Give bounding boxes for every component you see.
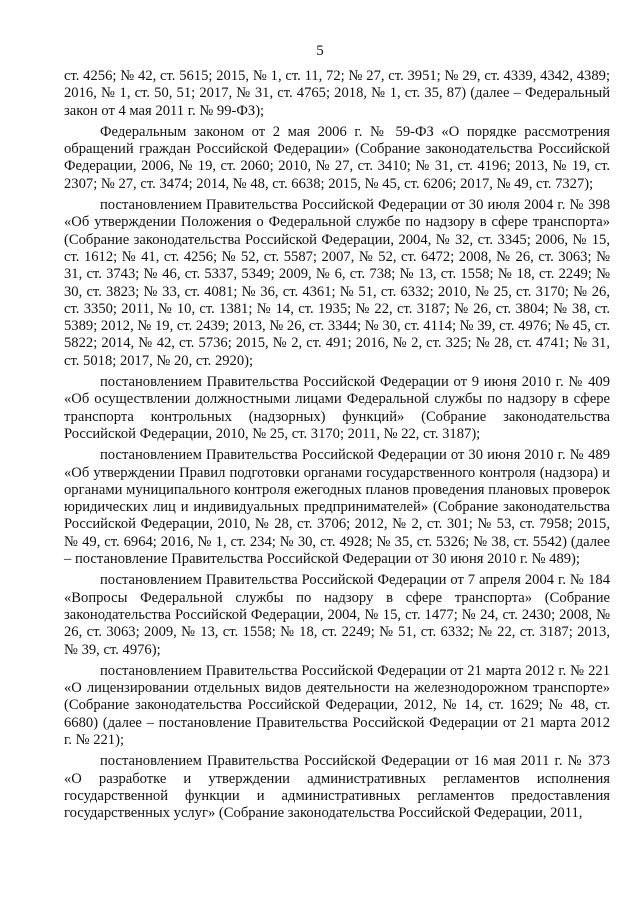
document-body (64, 68, 610, 826)
paragraph-law-59-fz: Федеральным законом от 2 мая 2006 г. № 59-ФЗ «О порядке рассмотрения обращений граждан Российской Федерации» (Собрание законодательства Российской Федерации, 2006, № 19, ст. 2060; 2010, № 27, ст. 3410; № 31, ст. 4196; 2013, № 19, ст. 2307; № 27, ст. 3474; 2014, № 48, ст. 6638; 2015, № 45, ст. 6206; 2017, № 49, ст. 7327); (64, 123, 610, 192)
paragraph-resolution-409: постановлением Правительства Российской Федерации от 9 июня 2010 г. № 409 «Об осуществлении должностными лицами Федеральной службы по надзору в сфере транспорта контрольных (надзорных) функций» (Собрание законодательства Российской Федерации, 2010, № 25, ст. 3170; 2011, № 22, ст. 3187); (64, 374, 610, 442)
page-number: 5 (316, 43, 324, 59)
paragraph-resolution-373: постановлением Правительства Российской Федерации от 16 мая 2011 г. № 373 «О разработке и утверждении административных регламентов исполнения государственной функции и административных регламентов предоставления государственных услуг» (Собрание законодательства Российской Федерации, 2011, (64, 753, 610, 822)
paragraph-law-99-fz-continuation: ст. 4256; № 42, ст. 5615; 2015, № 1, ст. 11, 72; № 27, ст. 3951; № 29, ст. 4339, 4342, 4389; 2016, № 1, ст. 50, 51; 2017, № 31, ст. 4765; 2018, № 1, ст. 35, 87) (далее – Федеральный закон от 4 мая 2011 г. № 99-ФЗ); (64, 68, 610, 119)
paragraph-resolution-398: постановлением Правительства Российской Федерации от 30 июля 2004 г. № 398 «Об утверждении Положения о Федеральной службе по надзору в сфере транспорта» (Собрание законодательства Российской Федерации, 2004, № 32, ст. 3345; 2006, № 15, ст. 1612; № 41, ст. 4256; № 52, ст. 5587; 2007, № 52, ст. 6472; 2008, № 26, ст. 3063; № 31, ст. 3743; № 46, ст. 5337, 5349; 2009, № 6, ст. 738; № 13, ст. 1558; № 18, ст. 2249; № 30, ст. 3823; № 33, ст. 4081; № 36, ст. 4361; № 51, ст. 6332; 2010, № 25, ст. 3170; № 26, ст. 3350; 2011, № 10, ст. 1381; № 14, ст. 1935; № 22, ст. 3187; № 26, ст. 3804; № 38, ст. 5389; 2012, № 19, ст. 2439; 2013, № 26, ст. 3344; № 30, ст. 4114; № 39, ст. 4976; № 45, ст. 5822; 2014, № 42, ст. 5736; 2015, № 2, ст. 491; 2016, № 2, ст. 325; № 28, ст. 4741; № 31, ст. 5018; 2017, № 20, ст. 2920); (64, 197, 610, 369)
paragraph-resolution-221: постановлением Правительства Российской Федерации от 21 марта 2012 г. № 221 «О лицензировании отдельных видов деятельности на железнодорожном транспорте» (Собрание законодательства Российской Федерации, 2012, № 14, ст. 1629; № 48, ст. 6680) (далее – постановление Правительства Российской Федерации от 21 марта 2012 г. № 221); (64, 662, 610, 748)
paragraph-resolution-489: постановлением Правительства Российской Федерации от 30 июня 2010 г. № 489 «Об утверждении Правил подготовки органами государственного контроля (надзора) и органами муниципального контроля ежегодных планов проведения плановых проверок юридических лиц и индивидуальных предпринимателей» (Собрание законодательства Российской Федерации, 2010, № 28, ст. 3706; 2012, № 2, ст. 301; № 53, ст. 7958; 2015, № 49, ст. 6964; 2016, № 1, ст. 234; № 30, ст. 4928; № 35, ст. 5326; № 38, ст. 5542) (далее – постановление Правительства Российской Федерации от 30 июня 2010 г. № 489); (64, 447, 610, 568)
paragraph-resolution-184: постановлением Правительства Российской Федерации от 7 апреля 2004 г. № 184 «Вопросы Федеральной службы по надзору в сфере транспорта» (Собрание законодательства Российской Федерации, 2004, № 15, ст. 1477; № 24, ст. 2430; 2008, № 26, ст. 3063; 2009, № 13, ст. 1558; № 18, ст. 2249; № 51, ст. 6332; № 22, ст. 3187; 2013, № 39, ст. 4976); (64, 572, 610, 658)
